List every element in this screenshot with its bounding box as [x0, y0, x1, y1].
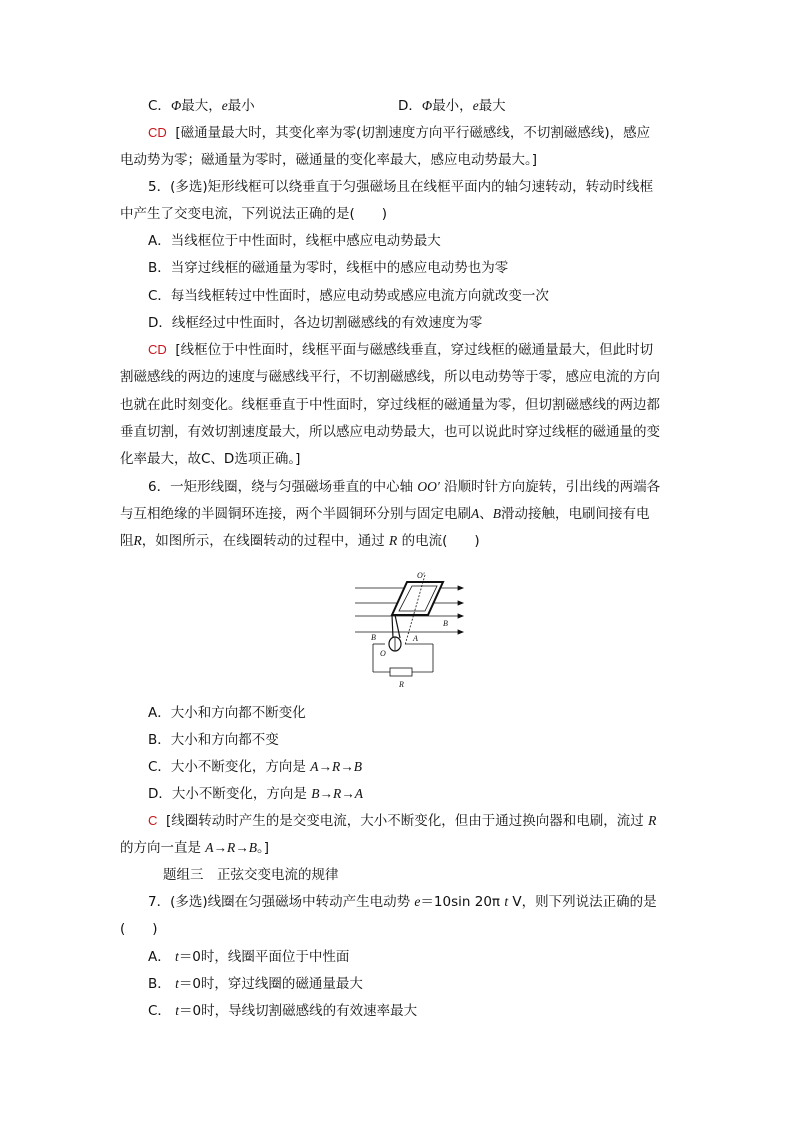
q6-stem-line2: 与互相绝缘的半圆铜环连接，两个半圆铜环分别与固定电刷A、B滑动接触，电刷间接有电 — [120, 506, 650, 522]
q6-solution-line2: 的方向一直是 A→R→B。] — [120, 840, 270, 856]
q5-stem-line1: 5．(多选)矩形线框可以绕垂直于匀强磁场且在线框平面内的轴匀速转动，转动时线框 — [148, 179, 654, 195]
option-4d: D．Φ最小，e最大 — [398, 98, 506, 114]
option-4c: C．Φ最大，e最小 — [148, 98, 255, 114]
label-o: O — [380, 649, 386, 658]
q7-stem-line1: 7．(多选)线圈在匀强磁场中转动产生电动势 e＝10sin 20π t V，则下列说法正确的是 — [148, 894, 657, 910]
q5-solution-line1: CD [线框位于中性面时，线框平面与磁感线垂直，穿过线框的磁通量最大，但此时切 — [148, 342, 654, 358]
q6-option-d: D．大小不断变化，方向是 B→R→A — [148, 786, 363, 802]
answer-badge: C — [148, 813, 158, 828]
q7-option-c: C． t＝0时，导线切割磁感线的有效速率最大 — [148, 1003, 418, 1019]
label-o-prime: O′ — [417, 571, 425, 580]
q6-option-b: B．大小和方向都不变 — [148, 732, 279, 748]
answer-badge: CD — [148, 342, 167, 357]
coil-rotation-figure — [355, 570, 470, 692]
q5-solution-line2: 割磁感线的两边的速度与磁感线平行，不切割磁感线，所以电动势等于零，感应电流的方向 — [120, 369, 660, 385]
label-field-b: B — [443, 619, 448, 628]
q7-stem-line2: ( ) — [120, 921, 158, 937]
q5-option-d: D．线框经过中性面时，各边切割磁感线的有效速度为零 — [148, 315, 483, 331]
q5-option-c: C．每当线框转过中性面时，感应电动势或感应电流方向就改变一次 — [148, 288, 549, 304]
label-brush-a: A — [413, 634, 418, 643]
field-arrow — [458, 630, 463, 634]
field-arrow — [458, 586, 463, 590]
q5-option-a: A．当线框位于中性面时，线框中感应电动势最大 — [148, 233, 441, 249]
q4-solution-line2: 电动势为零；磁通量为零时，磁通量的变化率最大，感应电动势最大。] — [120, 152, 538, 168]
lead-wire — [392, 615, 393, 638]
q5-solution-line4: 垂直切割，有效切割速度最大，所以感应电动势最大，也可以说此时穿过线框的磁通量的变 — [120, 424, 660, 440]
label-brush-b: B — [371, 633, 376, 642]
resistor — [390, 668, 412, 676]
q6-stem-line1: 6．一矩形线圈，绕与匀强磁场垂直的中心轴 OO′ 沿顺时针方向旋转，引出线的两端各 — [148, 479, 661, 495]
q5-solution-line5: 化率最大，故C、D选项正确。] — [120, 451, 301, 467]
q6-solution-line1: C [线圈转动时产生的是交变电流，大小不断变化，但由于通过换向器和电刷，流过 R — [148, 813, 657, 829]
field-arrow — [458, 601, 463, 605]
q7-option-a: A． t＝0时，线圈平面位于中性面 — [148, 949, 350, 965]
q5-stem-line2: 中产生了交变电流，下列说法正确的是( ) — [120, 206, 388, 222]
q6-option-c: C．大小不断变化，方向是 A→R→B — [148, 759, 362, 775]
q7-option-b: B． t＝0时，穿过线圈的磁通量最大 — [148, 976, 363, 992]
q5-solution-line3: 也就在此时刻变化。线框垂直于中性面时，穿过线框的磁通量为零，但切割磁感线的两边都 — [120, 397, 660, 413]
q4-solution-line1: CD [磁通量最大时，其变化率为零(切割速度方向平行磁感线，不切割磁感线)，感应 — [148, 125, 651, 141]
q6-stem-line3: 阻R，如图所示，在线圈转动的过程中，通过 R 的电流( ) — [120, 533, 480, 549]
q5-option-b: B．当穿过线框的磁通量为零时，线框中的感应电动势也为零 — [148, 260, 509, 276]
q6-option-a: A．大小和方向都不断变化 — [148, 705, 306, 721]
field-arrow — [458, 614, 463, 618]
label-r: R — [399, 680, 404, 689]
answer-badge: CD — [148, 125, 167, 140]
section-title: 题组三 正弦交变电流的规律 — [163, 867, 339, 883]
lead-wire — [395, 615, 400, 638]
